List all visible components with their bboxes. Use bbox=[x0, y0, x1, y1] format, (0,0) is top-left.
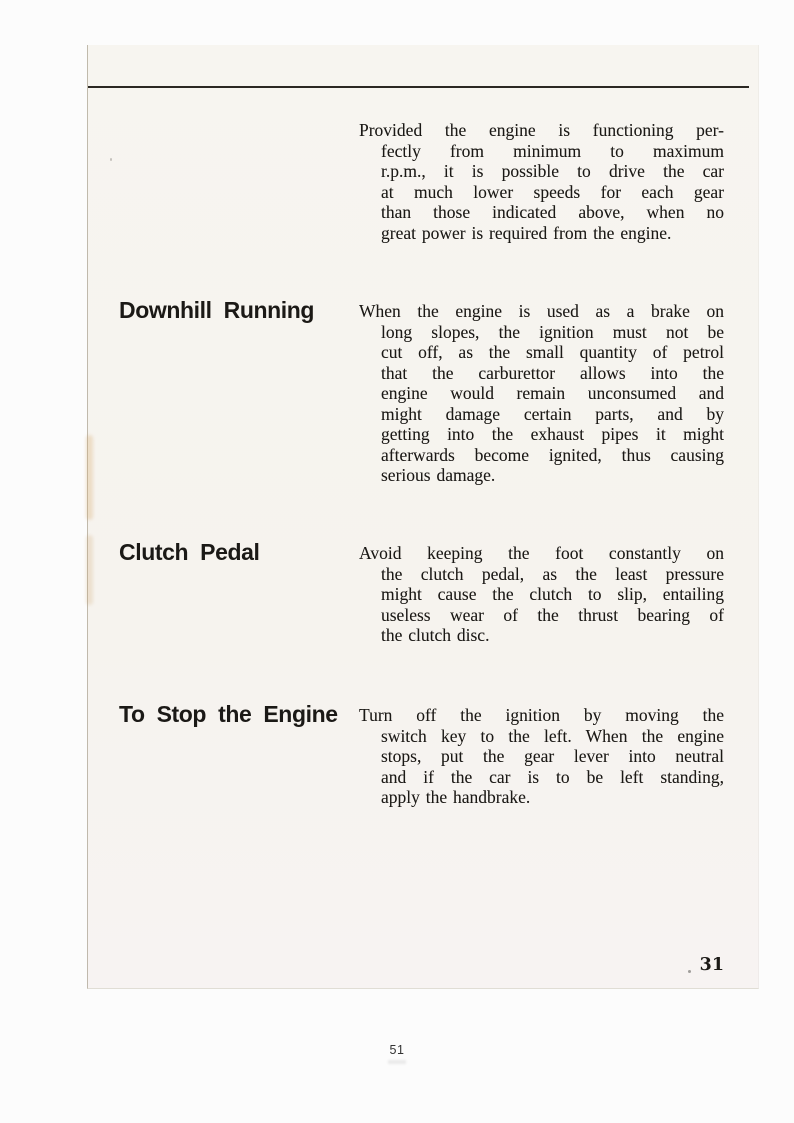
text-line: long slopes, the ignition must not be bbox=[381, 321, 724, 342]
intro-paragraph bbox=[359, 120, 724, 243]
scan-smudge bbox=[86, 435, 93, 520]
text-line: cut off, as the small quantity of petrol bbox=[381, 342, 724, 362]
scan-smudge bbox=[388, 1060, 406, 1064]
manual-page-sheet bbox=[87, 45, 759, 989]
section-heading: To Stop the Engine bbox=[119, 701, 338, 727]
text-line: engine would remain unconsumed and bbox=[381, 383, 724, 403]
text-line: fectly from minimum to maximum bbox=[381, 140, 724, 161]
text-line: apply the handbrake. bbox=[381, 787, 531, 807]
text-line: afterwards become ignited, thus causing bbox=[381, 444, 724, 465]
text-line: When the engine is used as a brake on bbox=[359, 301, 724, 321]
text-line: at much lower speeds for each gear bbox=[381, 181, 724, 202]
text-line: than those indicated above, when no bbox=[381, 202, 724, 222]
section-paragraph bbox=[359, 301, 724, 486]
section-paragraph bbox=[359, 705, 724, 808]
text-line: might cause the clutch to slip, entailing bbox=[381, 584, 724, 604]
section-paragraph bbox=[359, 543, 724, 646]
scan-speck bbox=[688, 970, 691, 973]
text-line: useless wear of the thrust bearing of bbox=[381, 604, 724, 625]
text-line: stops, put the gear lever into neutral bbox=[381, 746, 724, 766]
page-number: 31 bbox=[699, 955, 724, 975]
text-line: the clutch pedal, as the least pressure bbox=[381, 563, 724, 584]
header-rule bbox=[88, 86, 749, 88]
text-line: might damage certain parts, and by bbox=[381, 403, 724, 424]
text-line: r.p.m., it is possible to drive the car bbox=[381, 161, 724, 181]
text-line: serious damage. bbox=[381, 465, 496, 485]
text-line: Avoid keeping the foot constantly on bbox=[359, 543, 724, 563]
text-line: the clutch disc. bbox=[381, 625, 490, 645]
text-line: Provided the engine is functioning per- bbox=[359, 120, 724, 140]
text-line: switch key to the left. When the engine bbox=[381, 725, 724, 746]
text-line: Turn off the ignition by moving the bbox=[359, 705, 724, 725]
scan-speck bbox=[110, 158, 112, 161]
text-line: and if the car is to be left standing, bbox=[381, 766, 724, 787]
section-heading: Downhill Running bbox=[119, 297, 315, 323]
text-line: great power is required from the engine. bbox=[381, 222, 672, 243]
viewer-sheet-number: 51 bbox=[389, 1043, 405, 1057]
text-line: that the carburettor allows into the bbox=[381, 362, 724, 383]
scan-smudge bbox=[86, 535, 93, 605]
section-heading: Clutch Pedal bbox=[119, 539, 260, 565]
text-line: getting into the exhaust pipes it might bbox=[381, 424, 724, 444]
